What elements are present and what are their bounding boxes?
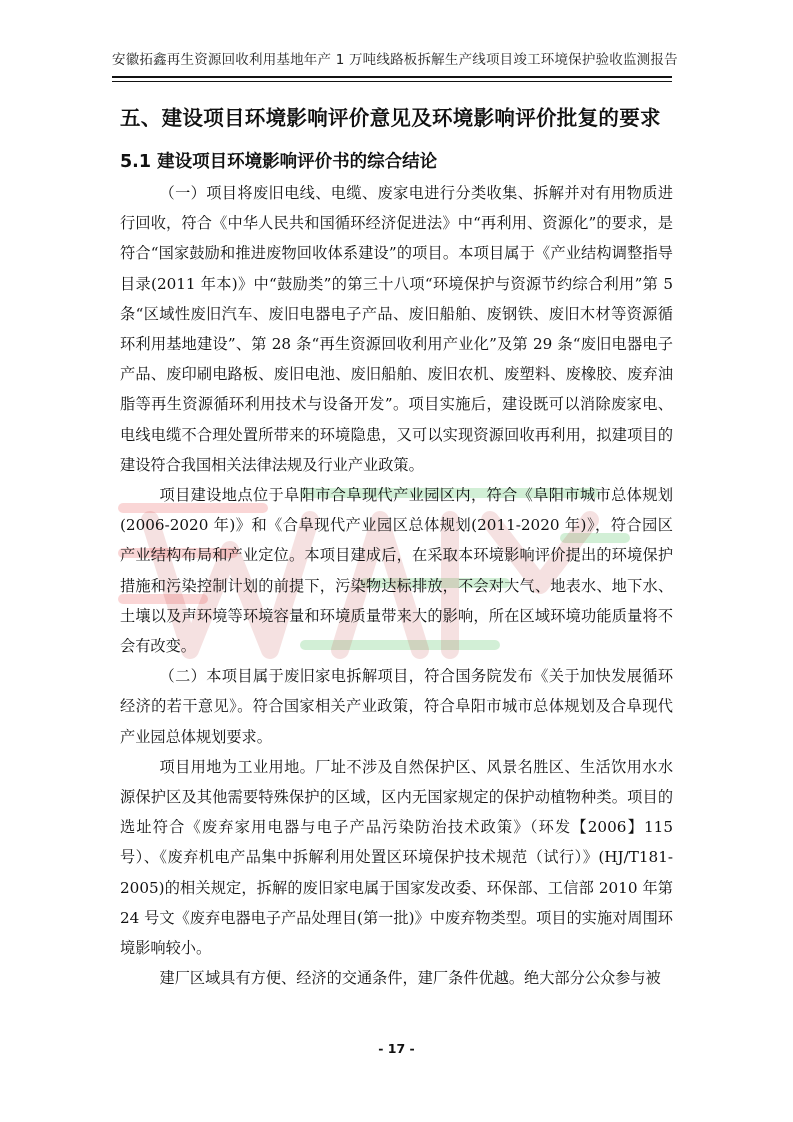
document-body [120, 178, 673, 993]
page-number: - 17 - [378, 1041, 415, 1056]
paragraph: （一）项目将废旧电线、电缆、废家电进行分类收集、拆解并对有用物质进行回收，符合《中华人民共和国循环经济促进法》中“再利用、资源化”的要求，是符合“国家鼓励和推进废物回收体系建设”的项目。本项目属于《产业结构调整指导目录(2011 年本)》中“鼓励类”的第三十八项“环境保护与资源节约综合利用”第 5 条“区域性废旧汽车、废旧电器电子产品、废旧船舶、废钢铁、废旧木材等资源循环利用基地建设”、第 28 条“再生资源回收利用产业化”及第 29 条“废旧电器电子产品、废印刷电路板、废旧电池、废旧船舶、废旧农机、废塑料、废橡胶、废弃油脂等再生资源循环利用技术与设备开发”。项目实施后，建设既可以消除废家电、电线电缆不合理处置所带来的环境隐患，又可以实现资源回收再利用，拟建项目的建设符合我国相关法律法规及行业产业政策。 [120, 184, 673, 474]
header-divider [112, 76, 672, 82]
section-heading: 5.1 建设项目环境影响评价书的综合结论 [120, 152, 438, 172]
paragraph: 项目建设地点位于阜阳市合阜现代产业园区内，符合《阜阳市城市总体规划(2006-2020 年)》和《合阜现代产业园区总体规划(2011-2020 年)》，符合园区产业结构布局和产业定位。本项目建成后，在采取本环境影响评价提出的环境保护措施和污染控制计划的前提下，污染物达标排放，不会对大气、地表水、地下水、土壤以及声环境等环境容量和环境质量带来大的影响，所在区域环境功能质量将不会有改变。 [120, 486, 673, 656]
report-header: 安徽拓鑫再生资源回收利用基地年产 1 万吨线路板拆解生产线项目竣工环境保护验收监测报告 [112, 52, 678, 68]
chapter-title: 五、建设项目环境影响评价意见及环境影响评价批复的要求 [120, 106, 661, 130]
paragraph: 建厂区域具有方便、经济的交通条件，建厂条件优越。绝大部分公众参与被 [159, 969, 661, 988]
paragraph: （二）本项目属于废旧家电拆解项目，符合国务院发布《关于加快发展循环经济的若干意见》。符合国家相关产业政策，符合阜阳市城市总体规划及合阜现代产业园总体规划要求。 [120, 667, 673, 746]
paragraph: 项目用地为工业用地。厂址不涉及自然保护区、风景名胜区、生活饮用水水源保护区及其他需要特殊保护的区域，区内无国家规定的保护动植物种类。项目的选址符合《废弃家用电器与电子产品污染防治技术政策》（环发【2006】115 号）、《废弃机电产品集中拆解利用处置区环境保护技术规范（试行）》(HJ/T181-2005)的相关规定，拆解的废旧家电属于国家发改委、环保部、工信部 2010 年第 24 号文《废弃电器电子产品处理目(第一批)》中废弃物类型。项目的实施对周围环境影响较小。 [120, 757, 673, 958]
